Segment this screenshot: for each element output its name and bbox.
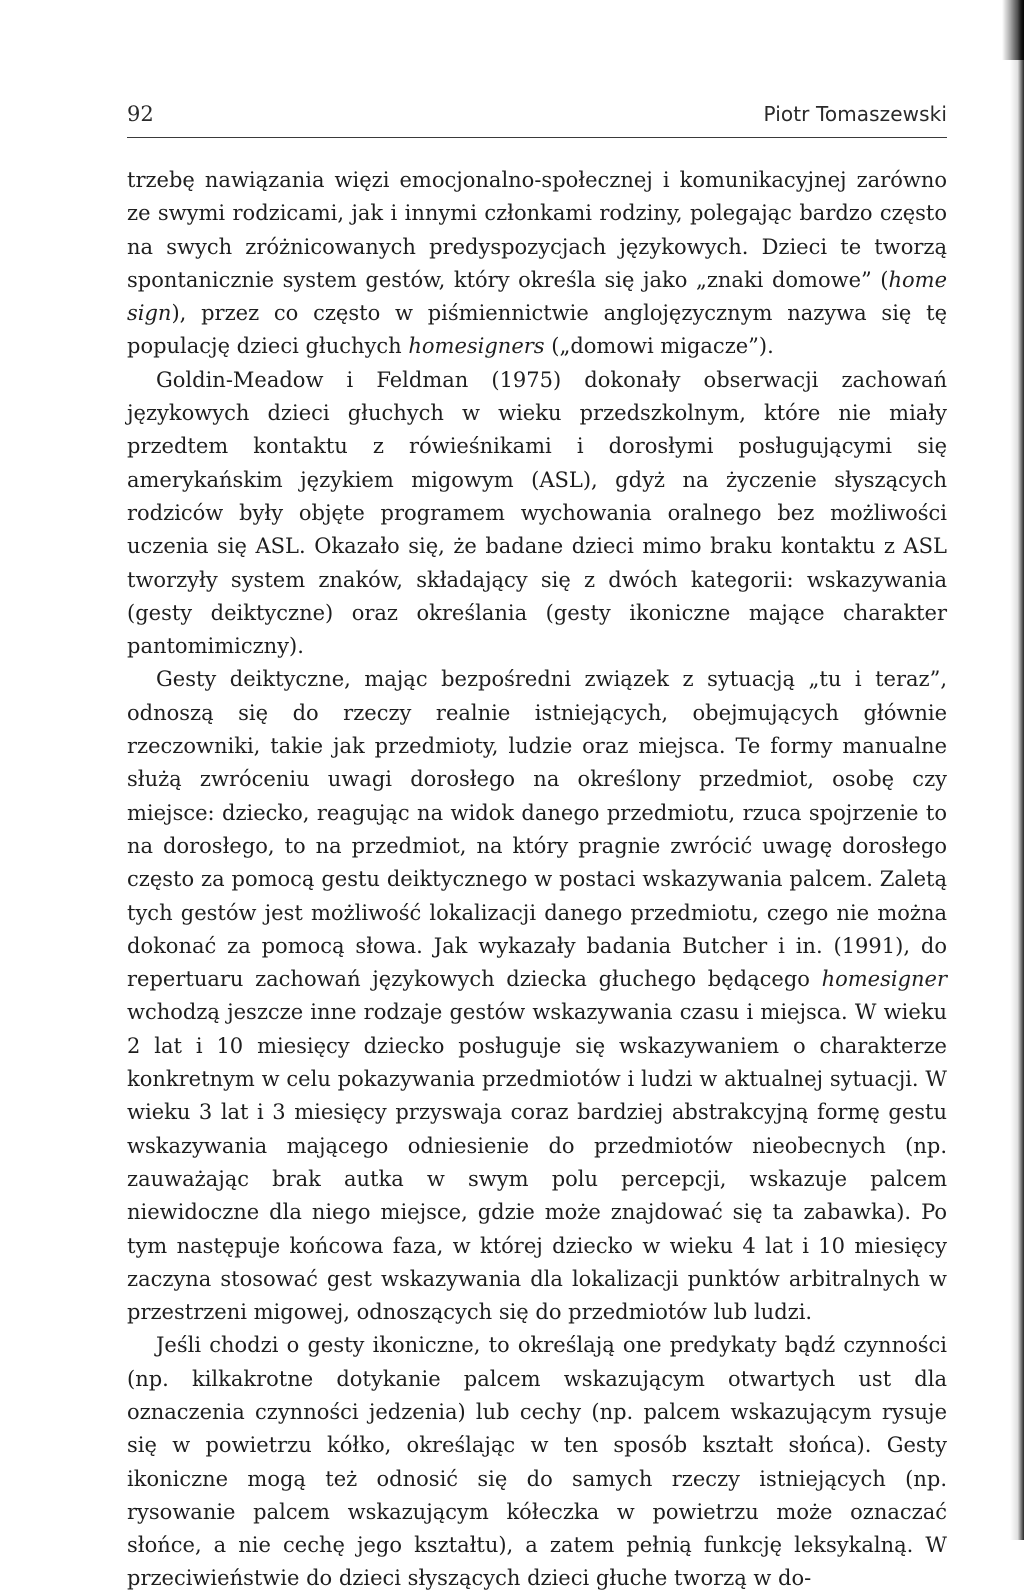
page-corner-shadow — [1002, 0, 1024, 60]
running-head — [127, 100, 947, 132]
running-head-author: Piotr Tomaszewski — [763, 102, 947, 126]
paragraph-1-italic-homesigners: homesigners — [408, 334, 545, 359]
paragraph-3-text-c: wchodzą jeszcze inne rodzaje gestów wskazywania czasu i miejsca. W wieku 2 lat i 10 miesięcy dziecko posługuje się wskazywaniem o charakterze konkretnym w celu pokazywania przedmiotów i ludzi w aktualnej sytuacji. W wieku 3 lat i 3 miesięcy przyswaja coraz bardziej abstrakcyjną formę gestu wskazywania mającego odniesienie do przedmiotów nieobecnych (np. zauważając brak autka w swym polu percepcji, wskazuje palcem niewidoczne dla niego miejsce, gdzie może znajdować się ta zabawka). Po tym następuje końcowa faza, w której dziecko w wieku 4 lat i 10 miesięcy zaczyna stosować gest wskazywania dla lokalizacji punktów arbitralnych w przestrzeni migowej, odnoszących się do przedmiotów lub ludzi. — [127, 1000, 947, 1325]
paragraph-4: Jeśli chodzi o gesty ikoniczne, to określają one predykaty bądź czynności (np. kilkakrotne dotykanie palcem wskazującym otwartych ust dla oznaczenia czynności jedzenia) lub cechy (np. palcem wskazującym rysuje się w powietrzu kółko, określając w ten sposób kształt słońca). Gesty ikoniczne mogą też odnosić się do samych rzeczy istniejących (np. rysowanie palcem wskazującym kółeczka w powietrzu może oznaczać słońce, a nie cechę jego kształtu), a zatem pełnią funkcję leksykalną. W przeciwieństwie do dzieci słyszących dzieci głuche tworzą w do- — [127, 1333, 947, 1591]
page-number: 92 — [127, 102, 154, 126]
page-edge-shadow — [1010, 0, 1024, 1540]
paragraph-3 — [127, 663, 947, 1329]
paragraph-2: Goldin-Meadow i Feldman (1975) dokonały obserwacji zachowań językowych dzieci głuchych w wieku przedszkolnym, które nie miały przedtem kontaktu z rówieśnikami i dorosłymi posługującymi się amerykańskim językiem migowym (ASL), gdyż na życzenie słyszących rodziców były objęte programem wychowania oralnego bez możliwości uczenia się ASL. Okazało się, że badane dzieci mimo braku kontaktu z ASL tworzyły system znaków, składający się z dwóch kategorii: wskazywania (gesty deiktyczne) oraz określania (gesty ikoniczne mające charakter pantomimiczny). — [127, 367, 947, 659]
header-rule — [127, 137, 947, 138]
paragraph-1-text-c: ), przez co często w piśmiennictwie anglojęzycznym nazywa się tę populację dzieci głuchych — [127, 301, 947, 359]
paragraph-1 — [127, 164, 947, 364]
paragraph-3-italic-homesigner: homesigner — [821, 967, 947, 992]
paragraph-1-text-e: („domowi migacze”). — [544, 334, 774, 359]
paragraph-3-text-a: Gesty deiktyczne, mając bezpośredni związek z sytuacją „tu i teraz”, odnoszą się do rzeczy realnie istniejących, obejmujących głównie rzeczowniki, takie jak przedmioty, ludzie oraz miejsca. Te formy manualne służą zwróceniu uwagi dorosłego na określony przedmiot, osobę czy miejsce: dziecko, reagując na widok danego przedmiotu, rzuca spojrzenie to na dorosłego, to na przedmiot, na który pragnie zwrócić uwagę dorosłego często za pomocą gestu deiktycznego w postaci wskazywania palcem. Zaletą tych gestów jest możliwość lokalizacji danego przedmiotu, czego nie można dokonać za pomocą słowa. Jak wykazały badania Butcher i in. (1991), do repertuaru zachowań językowych dziecka głuchego będącego — [127, 667, 947, 992]
paragraph-1-italic-home-sign: home sign — [127, 267, 947, 326]
paragraph-1-text-a: trzebę nawiązania więzi emocjonalno-społecznej i komunikacyjnej zarówno ze swymi rodzicami, jak i innymi członkami rodziny, polegając bardzo często na swych zróżnicowanych predyspozycjach językowych. Dzieci te tworzą spontanicznie system gestów, który określa się jako „znaki domowe” ( — [127, 168, 947, 292]
body-text — [127, 164, 947, 1596]
